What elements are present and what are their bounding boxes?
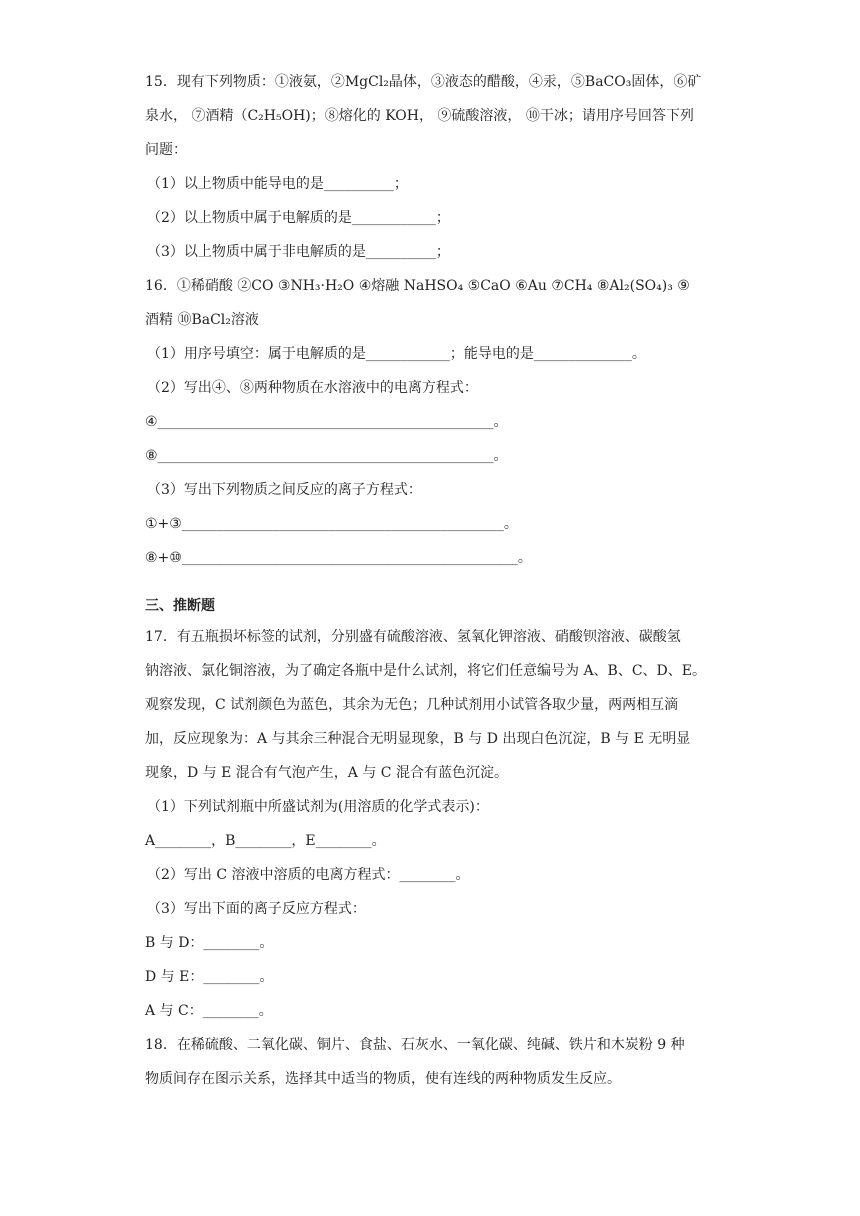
q17-sub-1: （1）下列试剂瓶中所盛试剂为(用溶质的化学式表示)： bbox=[147, 799, 489, 815]
q17-d-e: D 与 E：________。 bbox=[145, 969, 274, 985]
q15-line-3: 问题： bbox=[145, 142, 187, 158]
q16-sub-2: （2）写出④、⑧两种物质在水溶液中的电离方程式： bbox=[147, 380, 478, 396]
q16-eq-8-10: ⑧+⑩________________________________________________。 bbox=[145, 550, 532, 566]
section-title: 三、推断题 bbox=[145, 598, 215, 614]
q18-line-2: 物质间存在图示关系，选择其中适当的物质，使有连线的两种物质发生反应。 bbox=[145, 1071, 621, 1087]
q15-sub-1: （1）以上物质中能导电的是__________； bbox=[147, 176, 408, 192]
q16-eq-1-3: ①+③______________________________________________。 bbox=[145, 516, 518, 532]
q17-line-5: 现象，D 与 E 混合有气泡产生，A 与 C 混合有蓝色沉淀。 bbox=[145, 765, 508, 781]
q17-line-1: 17．有五瓶损坏标签的试剂，分别盛有硫酸溶液、氢氧化钾溶液、硝酸钡溶液、碳酸氢 bbox=[145, 629, 681, 645]
q16-eq-8: ⑧________________________________________________。 bbox=[145, 448, 508, 464]
q16-eq-4: ④________________________________________________。 bbox=[145, 414, 508, 430]
q17-a-c: A 与 C：________。 bbox=[145, 1003, 273, 1019]
q17-answers-1: A________，B________，E________。 bbox=[145, 833, 386, 849]
q15-sub-3: （3）以上物质中属于非电解质的是__________； bbox=[147, 244, 450, 260]
q16-sub-3: （3）写出下列物质之间反应的离子方程式： bbox=[147, 482, 422, 498]
q17-b-d: B 与 D：________。 bbox=[145, 935, 274, 951]
q16-line-1: 16．①稀硝酸 ②CO ③NH₃·H₂O ④熔融 NaHSO₄ ⑤CaO ⑥Au ⑦CH₄ ⑧Al₂(SO₄)₃ ⑨ bbox=[145, 278, 690, 294]
q18-line-1: 18．在稀硫酸、二氧化碳、铜片、食盐、石灰水、一氧化碳、纯碱、铁片和木炭粉 9 种 bbox=[145, 1037, 685, 1053]
q16-sub-1: （1）用序号填空：属于电解质的是____________；能导电的是______________。 bbox=[147, 346, 646, 362]
q17-sub-3: （3）写出下面的离子反应方程式： bbox=[147, 901, 366, 917]
q17-sub-2: （2）写出 C 溶液中溶质的电离方程式：________。 bbox=[147, 867, 470, 883]
q15-line-1: 15．现有下列物质：①液氨，②MgCl₂晶体，③液态的醋酸，④汞，⑤BaCO₃固体，⑥矿 bbox=[145, 74, 702, 90]
q17-line-4: 加，反应现象为：A 与其余三种混合无明显现象，B 与 D 出现白色沉淀，B 与 E 无明显 bbox=[145, 731, 691, 747]
q17-line-2: 钠溶液、氯化铜溶液，为了确定各瓶中是什么试剂，将它们任意编号为 A、B、C、D、E。 bbox=[145, 663, 707, 679]
q17-line-3: 观察发现，C 试剂颜色为蓝色，其余为无色；几种试剂用小试管各取少量，两两相互滴 bbox=[145, 697, 679, 713]
q16-line-2: 酒精 ⑩BaCl₂溶液 bbox=[145, 312, 259, 328]
q15-line-2: 泉水， ⑦酒精（C₂H₅OH)；⑧熔化的 KOH， ⑨硫酸溶液， ⑩干冰；请用序号回答下列 bbox=[145, 108, 694, 124]
q15-sub-2: （2）以上物质中属于电解质的是____________； bbox=[147, 210, 450, 226]
